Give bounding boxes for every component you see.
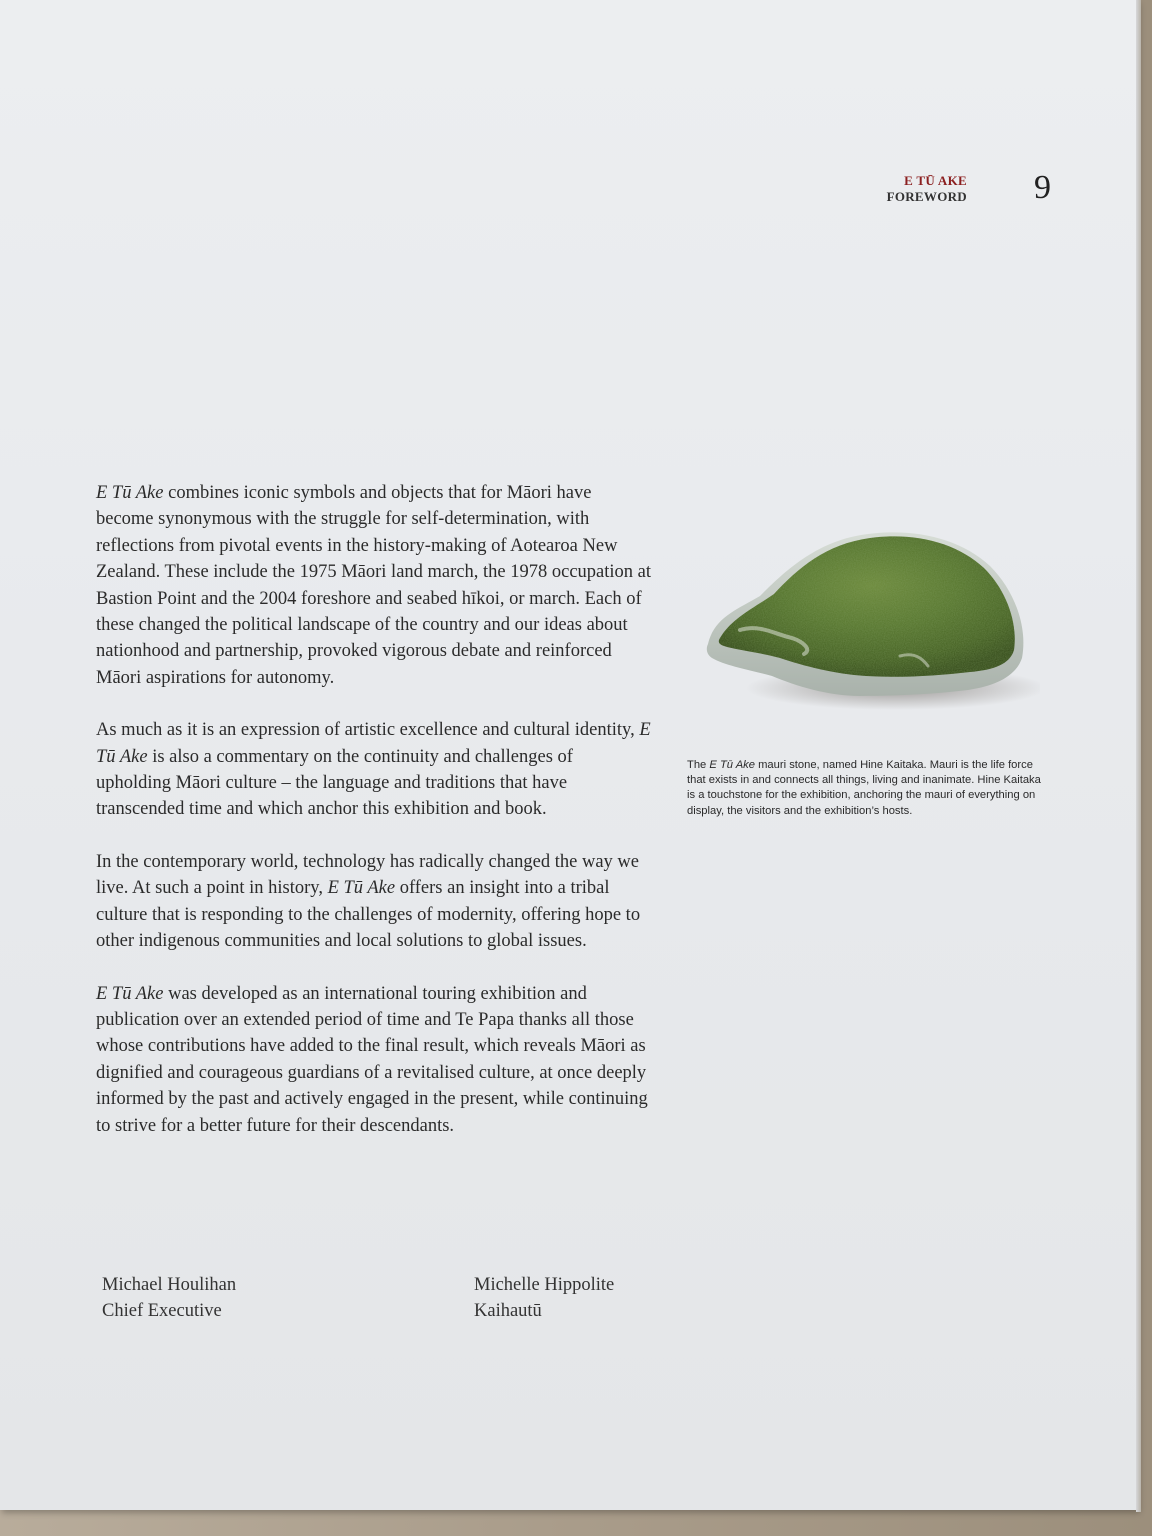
paragraph-text: is also a commentary on the continuity and challenges of upholding Māori culture – the language and traditions that have transcended time and which anchor this exhibition and book.: [96, 746, 573, 820]
paragraph-3: [96, 849, 652, 955]
caption-exhibition-title: E Tū Ake: [709, 759, 755, 771]
paragraph-2: [96, 717, 652, 823]
caption-text: mauri stone, named Hine Kaitaka. Mauri is the life force that exists in and connects all things, living and inanimate. Hine Kaitaka is a touchstone for the exhibition, anchoring the mauri of everything on display, the visitors and the exhibition’s hosts.: [687, 759, 1041, 817]
exhibition-title: E Tū Ake: [327, 878, 396, 899]
signatory-name: Michael Houlihan: [102, 1275, 237, 1295]
paragraph-1: [96, 480, 652, 691]
exhibition-title: E Tū Ake: [96, 720, 651, 767]
paragraph-text: offers an insight into a tribal culture that is responding to the challenges of modernity, offering hope to other indigenous communities and local solutions to global issues.: [96, 878, 641, 952]
paragraph-text: combines iconic symbols and objects that for Māori have become synonymous with the struggle for self-determination, with reflections from pivotal events in the history-making of Aotearoa New Zealand. These include the 1975 Māori land march, the 1978 occupation at Bastion Point and the 2004 foreshore and seabed hīkoi, or march. Each of these changed the political landscape of the country and our ideas about nationhood and partnership, provoked vigorous debate and reinforced Māori aspirations for autonomy.: [96, 483, 651, 688]
paragraph-text: In the contemporary world, technology has radically changed the way we live. At such a point in history,: [96, 851, 639, 899]
mauri-stone-image: [700, 526, 1040, 726]
signatory-title: Chief Executive: [102, 1301, 222, 1321]
page-edge: [1136, 0, 1141, 1512]
page-number: 9: [1034, 169, 1051, 206]
paragraph-4: [96, 981, 652, 1139]
running-head: [887, 173, 967, 205]
signatory-title: Kaihautū: [474, 1301, 542, 1321]
exhibition-title: E Tū Ake: [96, 483, 164, 503]
caption-text: The: [687, 759, 710, 771]
running-head-series: E TŪ AKE: [904, 173, 967, 188]
exhibition-title: E Tū Ake: [96, 983, 164, 1004]
signature-chief-executive: [102, 1272, 236, 1324]
figure-caption: [687, 758, 1049, 819]
signature-kaihautu: [474, 1272, 614, 1324]
foreword-body: [96, 480, 652, 1165]
mauri-stone-figure: [700, 526, 1040, 726]
running-head-section: FOREWORD: [886, 189, 967, 204]
signatory-name: Michelle Hippolite: [474, 1275, 615, 1295]
paragraph-text: was developed as an international touring exhibition and publication over an extended period of time and Te Papa thanks all those whose contributions have added to the final result, which reveals Māori as dignified and courageous guardians of a revitalised culture, at once deeply informed by the past and actively engaged in the present, while continuing to strive for a better future for their descendants.: [96, 983, 648, 1136]
paragraph-text: As much as it is an expression of artistic excellence and cultural identity,: [96, 720, 640, 741]
